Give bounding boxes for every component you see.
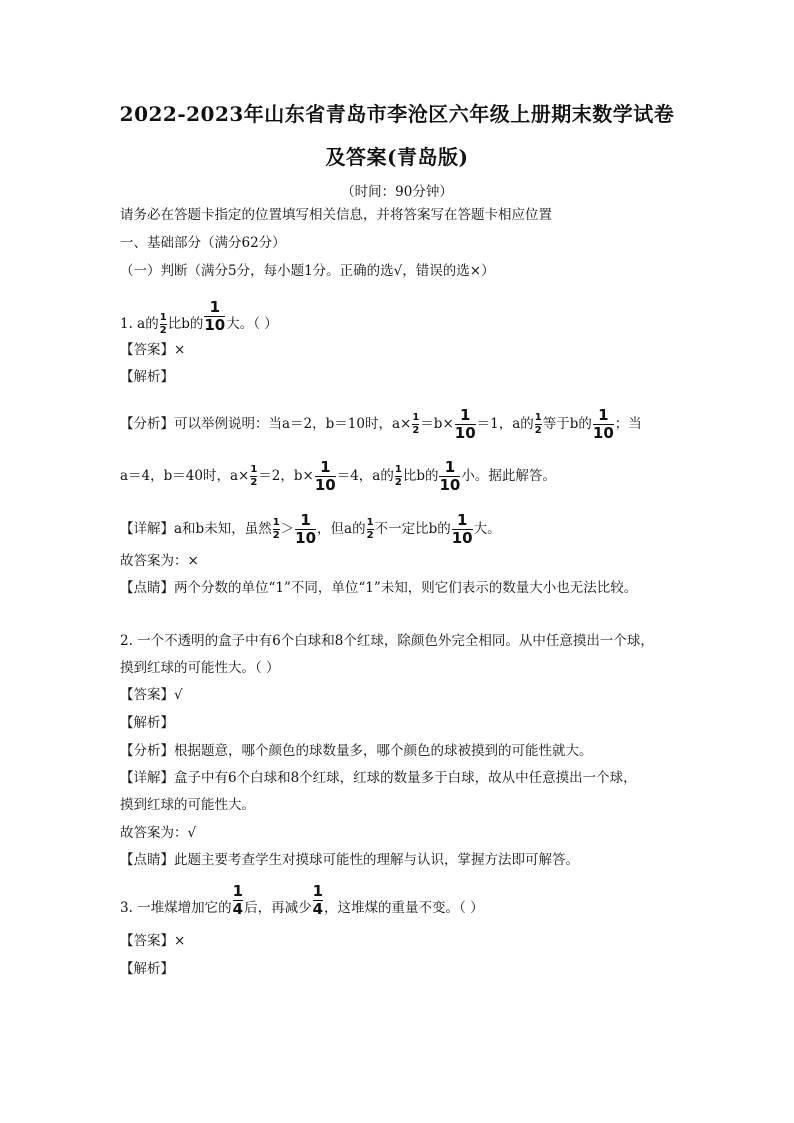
q1-xiangjie: 【详解】a和b未知，虽然 $\frac{1}{2}$ ＞ $\frac{1}{10}$ ，但a的 $\frac{1}{2}$ 不一定比b的 $\frac{1}{10}$ 大。 [120,511,501,547]
q1-fenxi-line2: a＝4，b＝40时，a× $\frac{1}{2}$ ＝2，b× $\frac{1}{10}$ ＝4，a的 $\frac{1}{2}$ 比b的 $\frac{1}{10}$ 小。据此解答。 [120,458,556,494]
q3-analysis-label: 【解析】 [120,961,174,977]
q2-fenxi: 【分析】根据题意，哪个颜色的球数量多，哪个颜色的球被摸到的可能性就大。 [120,743,593,759]
fraction-tenth: $\frac{1}{10}$ [439,458,461,494]
doc-title-line1: 2022-2023年山东省青岛市李沧区六年级上册期末数学试卷 [119,102,675,126]
fraction-tenth: $\frac{1}{10}$ [204,298,226,334]
fraction-half: $\frac{1}{2}$ [159,312,167,336]
q1-analysis-label: 【解析】 [120,369,174,385]
fraction-half: $\frac{1}{2}$ [534,412,542,436]
q3-answer: 【答案】× [120,933,186,949]
q1-final: 故答案为：× [120,553,199,569]
q3-stem: 3. 一堆煤增加它的 $\frac{1}{4}$ 后，再减少 $\frac{1}{4}$ ，这堆煤的重量不变。（ ） [120,882,484,918]
q1-fenxi-line1: 【分析】可以举例说明：当a＝2，b＝10时，a× $\frac{1}{2}$ ＝b× $\frac{1}{10}$ ＝1，a的 $\frac{1}{2}$ 等于b的 $\frac{1}{10}$ ；当 [120,406,642,442]
time-note: （时间：90分钟） [341,184,453,200]
fraction-tenth: $\frac{1}{10}$ [454,406,476,442]
fraction-quarter: $\frac{1}{4}$ [232,882,244,918]
q2-stem-line1: 2. 一个不透明的盒子中有6个白球和8个红球，除颜色外完全相同。从中任意摸出一个球， [120,633,654,649]
fraction-half: $\frac{1}{2}$ [394,464,402,488]
fraction-tenth: $\frac{1}{10}$ [314,458,336,494]
q2-xiangjie-line1: 【详解】盒子中有6个白球和8个红球，红球的数量多于白球，故从中任意摸出一个球， [120,770,637,786]
q1-dianjing: 【点睛】两个分数的单位“1”不同，单位“1”未知，则它们表示的数量大小也无法比较。 [120,580,638,596]
q2-final: 故答案为：√ [120,825,197,841]
instruction: 请务必在答题卡指定的位置填写相关信息，并将答案写在答题卡相应位置 [120,207,552,223]
subsection-heading: （一）判断（满分5分，每小题1分。正确的选√，错误的选×） [120,263,495,279]
section-heading: 一、基础部分（满分62分） [120,235,286,251]
q2-xiangjie-line2: 摸到红球的可能性大。 [120,797,255,813]
fraction-half: $\frac{1}{2}$ [366,517,374,541]
fraction-half: $\frac{1}{2}$ [412,412,420,436]
fraction-tenth: $\frac{1}{10}$ [592,406,614,442]
fraction-quarter: $\frac{1}{4}$ [312,882,324,918]
q2-analysis-label: 【解析】 [120,715,174,731]
q1-answer: 【答案】× [120,342,186,358]
fraction-half: $\frac{1}{2}$ [250,464,258,488]
fraction-tenth: $\frac{1}{10}$ [451,511,473,547]
q1-stem: 1. a的 $\frac{1}{2}$ 比b的 $\frac{1}{10}$ 大。（ ） [120,298,278,336]
q2-dianjing: 【点睛】此题主要考查学生对摸球可能性的理解与认识，掌握方法即可解答。 [120,852,579,868]
fraction-half: $\frac{1}{2}$ [272,517,280,541]
q2-stem-line2: 摸到红球的可能性大。（ ） [120,660,280,676]
fraction-tenth: $\frac{1}{10}$ [295,511,317,547]
q2-answer: 【答案】√ [120,687,183,703]
doc-title-line2: 及答案(青岛版) [325,145,469,169]
